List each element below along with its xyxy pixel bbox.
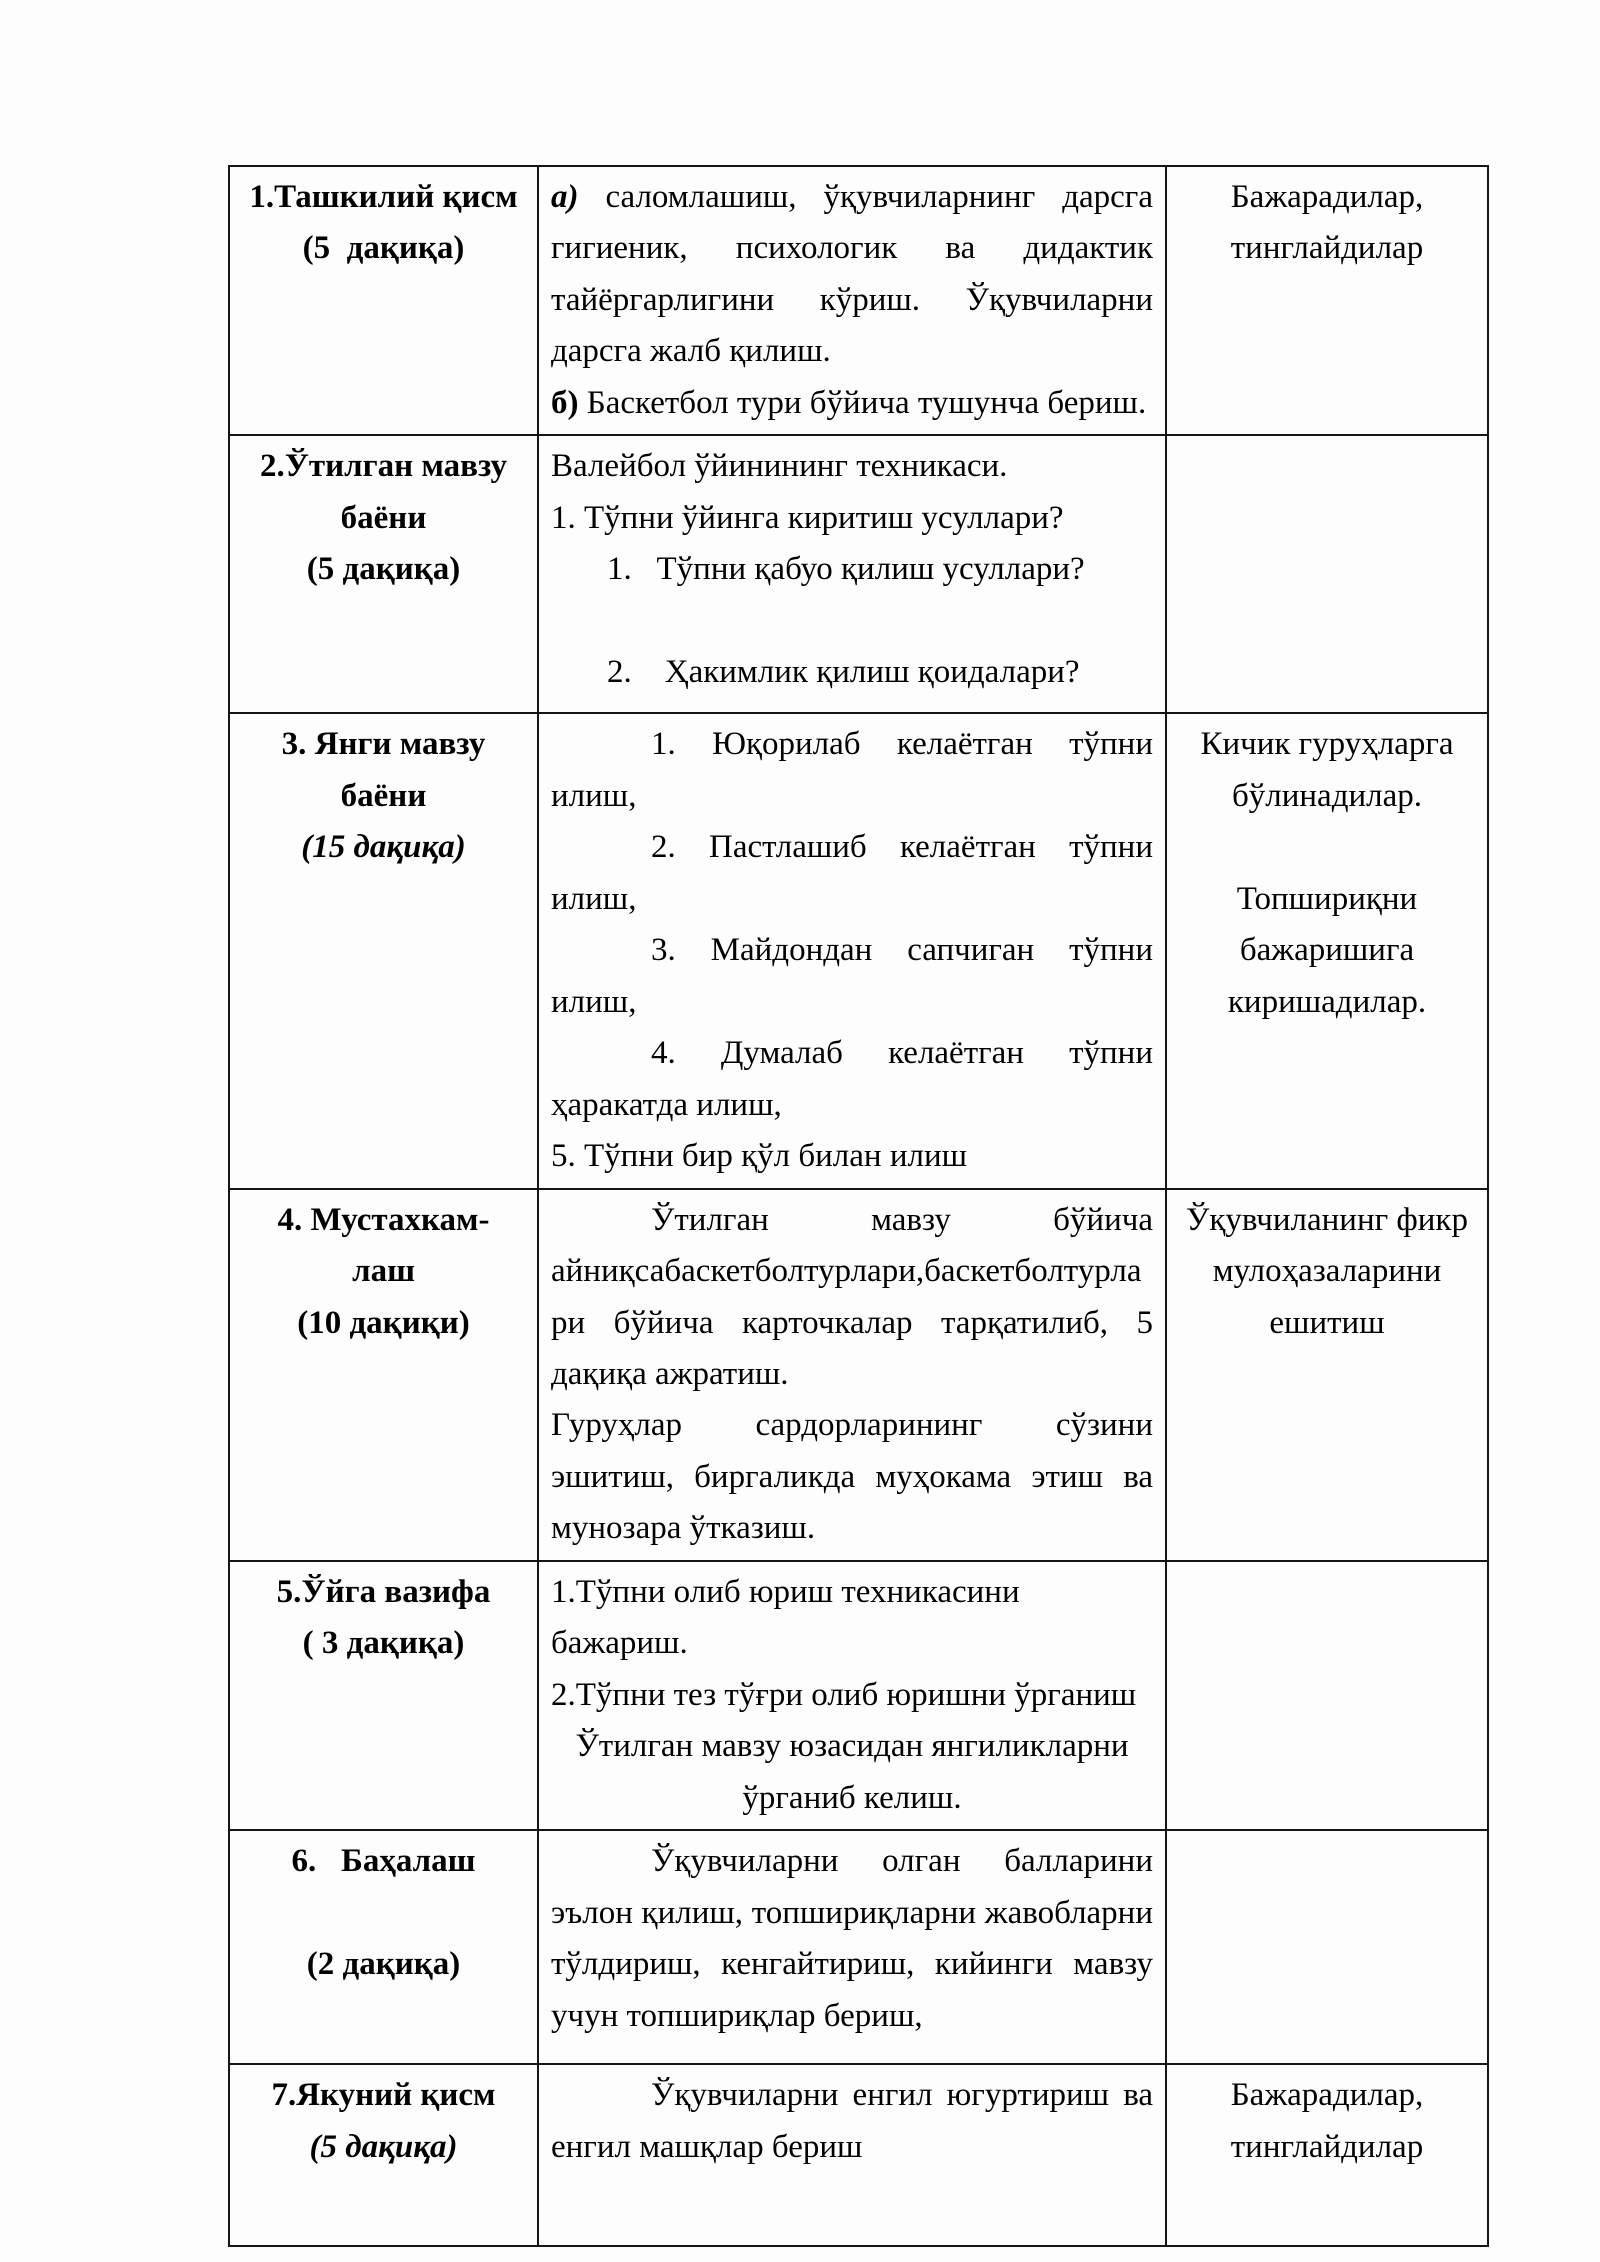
content-text: саломлашиш, ўқувчиларнинг дарсга <box>578 179 1153 215</box>
content-line: Валейбол ўйинининг техникаси. <box>551 448 1008 485</box>
stage-line: (5 дақиқа) <box>302 230 465 267</box>
response-line: ешитиш <box>1269 1304 1385 1341</box>
stage-line: 7.Якуний қисм <box>271 2077 496 2114</box>
content-line: 2.Тўпни тез тўғри олиб юришни ўрганиш <box>551 1676 1137 1713</box>
content-line <box>551 378 1153 429</box>
table-row <box>229 166 1488 435</box>
response-line: киришадилар. <box>1227 983 1427 1020</box>
response-cell <box>1166 1830 1488 2064</box>
content-line: 2. Пастлашиб келаётган тўпни <box>651 829 1153 866</box>
content-line <box>551 172 1153 223</box>
response-line: Кичик гуруҳларга <box>1200 726 1454 763</box>
response-cell <box>1166 2064 1488 2246</box>
content-line: илиш, <box>551 983 637 1020</box>
table-row <box>229 2064 1488 2246</box>
stage-line: (5 дақиқа) <box>306 551 461 588</box>
content-cell <box>538 713 1166 1188</box>
content-line: илиш, <box>551 880 637 917</box>
stage-cell <box>229 1830 538 2064</box>
content-line: Ўқувчиларни енгил югуртириш ва <box>651 2077 1153 2114</box>
content-cell <box>538 1561 1166 1830</box>
content-line: учун топшириқлар бериш, <box>551 1997 923 2034</box>
content-line: ўрганиб келиш. <box>742 1779 962 1816</box>
content-line: 2. Ҳакимлик қилиш қоидалари? <box>607 654 1080 691</box>
content-line: 5. Тўпни бир қўл билан илиш <box>551 1138 968 1175</box>
content-line: ҳаракатда илиш, <box>551 1086 782 1123</box>
content-line: 1. Тўпни қабуо қилиш усуллари? <box>607 551 1085 588</box>
response-line: мулоҳазаларини <box>1212 1253 1442 1290</box>
response-line: Топшириқни <box>1236 880 1418 917</box>
stage-cell <box>229 1561 538 1830</box>
content-line: дарсга жалб қилиш. <box>551 333 831 370</box>
content-line: гигиеник, психологик ва дидактик <box>551 230 1153 267</box>
content-line: айниқсабаскетболтурлари,баскетболтурла <box>551 1253 1142 1290</box>
blank-line <box>551 596 1153 647</box>
response-cell <box>1166 713 1488 1188</box>
stage-line: 3. Янги мавзу <box>281 726 486 763</box>
content-line: Ўқувчиларни олган балларини <box>651 1843 1153 1880</box>
stage-line: 2.Ўтилган мавзу <box>259 448 508 485</box>
response-line: Ўқувчиланинг фикр <box>1186 1201 1468 1238</box>
stage-cell <box>229 1189 538 1561</box>
blank-line <box>238 1888 529 1939</box>
stage-line: (2 дақиқа) <box>306 1946 461 1983</box>
content-line: илиш, <box>551 777 637 814</box>
response-cell <box>1166 1189 1488 1561</box>
content-line: 3. Майдондан сапчиган тўпни <box>651 932 1153 969</box>
content-line: енгил машқлар бериш <box>551 2128 863 2165</box>
content-line: Ўтилган мавзу юзасидан янгиликларни <box>575 1728 1129 1765</box>
stage-line: 5.Ўйга вазифа <box>276 1573 491 1610</box>
table-row <box>229 1561 1488 1830</box>
stage-line: 1.Ташкилий қисм <box>249 179 518 215</box>
stage-line: (15 дақиқа) <box>301 829 466 866</box>
stage-line: (5 дақиқа) <box>309 2128 458 2165</box>
content-line: бажариш. <box>551 1625 688 1662</box>
table-row <box>229 435 1488 713</box>
stage-line: 6. Баҳалаш <box>291 1843 476 1880</box>
response-line: Бажарадилар, <box>1230 179 1424 215</box>
content-line: тўлдириш, кенгайтириш, кийинги мавзу <box>551 1946 1153 1983</box>
stage-line: ( 3 дақиқа) <box>302 1625 465 1662</box>
response-line: Бажарадилар, <box>1230 2077 1424 2114</box>
content-text: Баскетбол тури бўйича тушунча бериш. <box>578 384 1147 421</box>
content-line: тайёргарлигини кўриш. Ўқувчиларни <box>551 281 1153 318</box>
content-line: мунозара ўтказиш. <box>551 1510 816 1547</box>
table-row <box>229 1189 1488 1561</box>
content-line: 4. Думалаб келаётган тўпни <box>651 1035 1153 1072</box>
stage-line: баёни <box>340 499 427 536</box>
lesson-plan-table <box>228 165 1489 2247</box>
list-marker: б) <box>551 384 579 421</box>
response-cell <box>1166 1561 1488 1830</box>
content-line: эшитиш, биргаликда муҳокама этиш ва <box>551 1458 1153 1495</box>
content-line: ри бўйича карточкалар тарқатилиб, 5 <box>551 1304 1153 1341</box>
stage-cell <box>229 713 538 1188</box>
content-cell <box>538 1830 1166 2064</box>
content-line: дақиқа ажратиш. <box>551 1355 789 1392</box>
response-line: тинглайдилар <box>1230 230 1424 267</box>
content-line: Ўтилган мавзу бўйича <box>651 1201 1153 1238</box>
stage-cell <box>229 166 538 435</box>
content-line: 1. Юқорилаб келаётган тўпни <box>651 726 1153 763</box>
response-cell <box>1166 435 1488 713</box>
table-row <box>229 1830 1488 2064</box>
stage-cell <box>229 2064 538 2246</box>
content-cell <box>538 1189 1166 1561</box>
content-line: 1.Тўпни олиб юриш техникасини <box>551 1573 1020 1610</box>
content-cell <box>538 2064 1166 2246</box>
list-marker: а) <box>551 179 579 215</box>
response-line: тинглайдилар <box>1230 2128 1424 2165</box>
blank-line <box>1175 822 1479 873</box>
table-row <box>229 713 1488 1188</box>
response-line: бажаришига <box>1239 932 1415 969</box>
stage-line: (10 дақиқи) <box>297 1304 470 1341</box>
stage-line: лаш <box>352 1253 415 1290</box>
response-cell <box>1166 166 1488 435</box>
content-line: Гуруҳлар сардорларининг сўзини <box>551 1407 1153 1444</box>
content-cell <box>538 435 1166 713</box>
stage-line: баёни <box>340 777 427 814</box>
content-line: 1. Тўпни ўйинга киритиш усуллари? <box>551 499 1064 536</box>
stage-line: 4. Мустахкам- <box>277 1201 490 1238</box>
response-line: бўлинадилар. <box>1231 777 1423 814</box>
content-line: эълон қилиш, топшириқларни жавобларни <box>551 1894 1153 1931</box>
content-cell <box>538 166 1166 435</box>
stage-cell <box>229 435 538 713</box>
